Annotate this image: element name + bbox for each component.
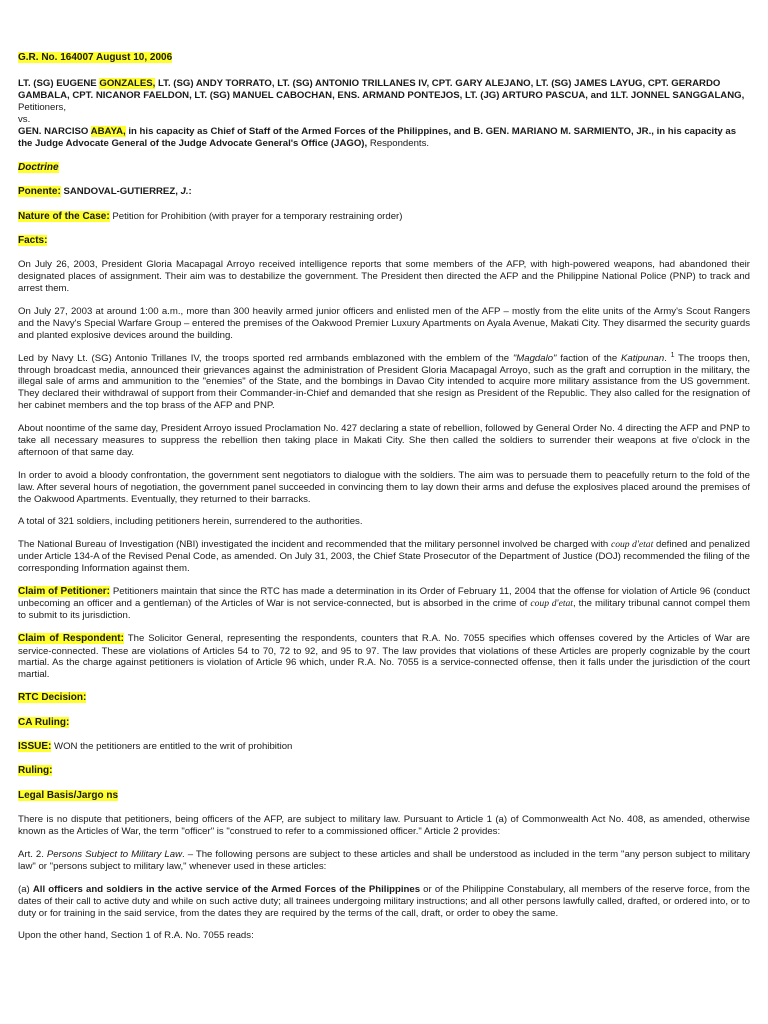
facts-paragraph-2: On July 27, 2003 at around 1:00 a.m., more than 300 heavily armed junior officers and enlisted men of the AFP – mostly from the elite units of the Army's Scout Rangers and the Navy's Special Warfare Group – entered the premises of the Oakwood Premier Luxury Apartments on Ayala Avenue, Makati City. They disarmed the security guards and planted explosive devices around the building. [18,305,750,341]
issue-line: ISSUE: WON the petitioners are entitled to the writ of prohibition [18,741,293,753]
facts-paragraph-3: Led by Navy Lt. (SG) Antonio Trillanes IV, the troops sported red armbands emblazoned with the emblem of the "Magdalo" faction of the Katipunan. $^1$ The troops then, through broadcast media, announced their grievances against the administration of President Gloria Macapagal Arroyo, such as the graft and corruption in the military, the illegal sale of arms and ammunition to the "enemies" of the State, and the bombings in Davao City intended to acquire more military assistance from the US government. They declared their withdrawal of support from their Commander-in-Chief and demanded that she resign as President of the Republic. They also called for the resignation of her cabinet members and the top brass of the AFP and PNP. [18,351,751,412]
nature-of-case: Nature of the Case: Petition for Prohibition (with prayer for a temporary restraining order) [18,210,403,222]
ruling-heading: Ruling: [18,765,53,777]
facts-paragraph-6: A total of 321 soldiers, including petitioners herein, surrendered to the authorities. [18,516,363,528]
legal-basis-heading: Legal Basis/Jargo ns [18,789,119,801]
ruling-paragraph-3: (a) All officers and soldiers in the active service of the Armed Forces of the Philippines or of the Philippine Constabulary, all members of the reserve force, from the dates of their call to active duty and while on such active duty; all trainees undergoing military instructions; and all other persons lawfully called, drafted, or ordered into, or to duty or for training in the said service, from the dates they are required by the terms of the call, draft, or order to obey the same. [18,883,751,919]
respondents-names-a: GEN. NARCISO [18,125,91,137]
rtc-decision-heading: RTC Decision: [18,692,87,704]
claim-of-petitioner: Claim of Petitioner: Petitioners maintain that since the RTC has made a determination in its Order of February 11, 2004 that the offense for violation of Article 96 (conduct unbecoming an officer and a gentleman) of the Articles of War is not service-connected, but is absorbed in the crime of coup d'etat, the military tribunal cannot compel them to submit to its jurisdiction. [18,586,750,622]
ca-ruling-heading: CA Ruling: [18,716,70,728]
facts-paragraph-4: About noontime of the same day, President Arroyo issued Proclamation No. 427 declaring a state of rebellion, followed by General Order No. 4 directing the AFP and PNP to take all necessary measures to suppress the rebellion then taking place in Makati City. She then called the soldiers to surrender their weapons at five o'clock in the afternoon of that same day. [18,423,750,458]
respondents-names-b: in his capacity as Chief of Staff of the Armed Forces of the Philippines, and B. GEN. MARIANO M. SARMIENTO, JR., in his capacity as the Judge Advocate General of the Judge Advocate General's Office (JAGO), [18,125,737,149]
ponente-line: Ponente: SANDOVAL-GUTIERREZ, J.: [18,186,192,198]
petitioners-label: Petitioners, [18,102,66,114]
ruling-paragraph-4: Upon the other hand, Section 1 of R.A. No. 7055 reads: [18,930,254,942]
doctrine-heading: Doctrine [18,161,59,173]
ruling-paragraph-1: There is no dispute that petitioners, being officers of the AFP, are subject to military law. Pursuant to Article 1 (a) of Commonwealth Act No. 408, as amended, otherwise known as the Articles of War, the term "officer" is "construed to refer to a commissioned officer." Article 2 provides: [18,814,750,838]
case-number: G.R. No. 164007 August 10, 2006 [18,52,173,63]
versus-label: vs. [18,114,31,126]
claim-of-respondent: Claim of Respondent: The Solicitor General, representing the respondents, counters that R.A. No. 7055 specifies which offenses covered by the Articles of War are service-connected. These are violations of Articles 54 to 70, 72 to 92, and 95 to 97. The law provides that violations of these Articles are properly cognizable by the court martial. As the charge against petitioners is violation of Article 96 which, under R.A. No. 7055 is a service-connected offense, then it falls under the jurisdiction of the court martial. [18,633,750,681]
ruling-paragraph-2: Art. 2. Persons Subject to Military Law. – The following persons are subject to these articles and shall be understood as included in the term "any person subject to military law" or "persons subject to military law," whenever used in these articles: [18,848,750,872]
case-parties [18,78,750,149]
petitioners-names-a: LT. (SG) EUGENE [18,78,100,90]
petitioner-gonzales: GONZALES, [99,78,156,90]
respondents-label: Respondents. [367,137,430,149]
facts-paragraph-1: On July 26, 2003, President Gloria Macapagal Arroyo received intelligence reports that some members of the AFP, with high-powered weapons, had abandoned their designated places of assignment. Their aim was to destabilize the government. The President then directed the AFP and the Philippine National Police (PNP) to track and arrest them. [18,259,750,295]
facts-heading: Facts: [18,234,48,246]
facts-paragraph-7: The National Bureau of Investigation (NBI) investigated the incident and recommended that the military personnel involved be charged with coup d'etat defined and penalized under Article 134-A of the Revised Penal Code, as amended. On July 31, 2003, the Chief State Prosecutor of the Department of Justice (DOJ) recommended the filing of the corresponding Information against them. [18,539,750,575]
respondent-abaya: ABAYA, [90,125,126,137]
footnote-ref[interactable]: 1 [670,351,675,359]
facts-paragraph-5: In order to avoid a bloody confrontation, the government sent negotiators to dialogue with the soldiers. The aim was to persuade them to peacefully return to the fold of the law. After several hours of negotiation, the government panel succeeded in convincing them to lay down their arms and defuse the explosives placed around the premises of the Oakwood Apartments. Eventually, they returned to their barracks. [18,469,750,505]
petitioners-names-b: LT. (SG) ANDY TORRATO, LT. (SG) ANTONIO TRILLANES IV, CPT. GARY ALEJANO, LT. (SG) JAMES LAYUG, CPT. GERARDO GAMBALA, CPT. NICANOR FAELDON, LT. (SG) MANUEL CABOCHAN, ENS. ARMAND PONTEJOS, LT. (JG) ARTURO PASCUA, and 1LT. JONNEL SANGGALANG, [18,78,745,102]
